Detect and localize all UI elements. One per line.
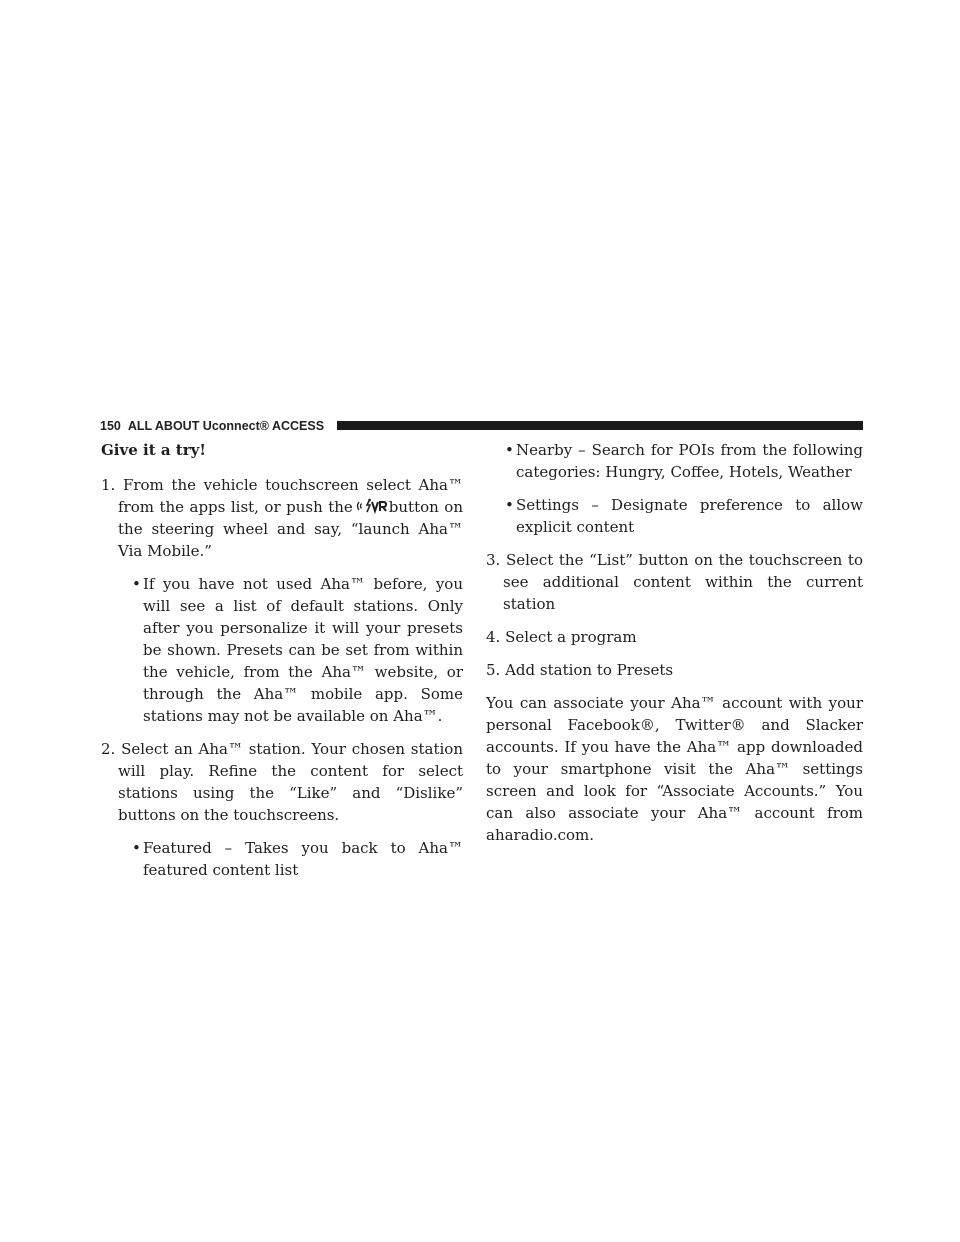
voice-recognition-icon-graphic [355, 498, 387, 514]
step-4 [486, 626, 863, 648]
header-text [100, 418, 324, 434]
bullet-text: If you have not used Aha™ before, you will see a list of default stations. Only after you personalize it will your presets be shown. Presets can be set from within the vehicle, from the Aha™ website, or through the Aha™ mobile app. Some stations may not be available on Aha™. [143, 575, 463, 725]
bullet-dot: • [505, 441, 514, 459]
step-4-text: Select a program [505, 628, 637, 646]
header-rule [337, 421, 863, 430]
step-4-number: 4. [486, 628, 501, 646]
bullet-dot: • [505, 496, 514, 514]
bullet-text: Settings – Designate preference to allow explicit content [516, 496, 863, 536]
bullet-text: Featured – Takes you back to Aha™ featured content list [143, 839, 463, 879]
body-paragraph: You can associate your Aha™ account with your personal Facebook®, Twitter® and Slacker accounts. If you have the Aha™ app downloaded to your smartphone visit the Aha™ settings screen and look for “Associate Accounts.” You can also associate your Aha™ account from aharadio.com. [486, 694, 863, 844]
step-3-text: Select the “List” button on the touchscreen to see additional content within the current station [503, 551, 863, 613]
step-3-number: 3. [486, 551, 501, 569]
bullet-dot: • [132, 839, 141, 857]
step-5-text: Add station to Presets [505, 661, 674, 679]
step-2 [101, 738, 463, 826]
section-title: ALL ABOUT Uconnect® ACCESS [127, 419, 325, 433]
step-5-number: 5. [486, 661, 501, 679]
bullet-text: Nearby – Search for POIs from the following categories: Hungry, Coffee, Hotels, Weather [516, 441, 863, 481]
bullet-dot: • [132, 575, 141, 593]
step-1-text-end: button on the steering wheel and say, “launch Aha™ Via Mobile.” [118, 498, 463, 560]
step-1-text-start: From the vehicle touchscreen select Aha™ from the apps list, or push the [118, 476, 463, 516]
step-2-number: 2. [101, 740, 116, 758]
left-column [101, 439, 463, 892]
step-5 [486, 659, 863, 681]
page-header [100, 419, 863, 433]
step-1-number: 1. [101, 476, 116, 494]
bullet-item [101, 573, 463, 727]
section-heading: Give it a try! [101, 441, 206, 459]
page-number: 150 [100, 419, 121, 433]
step-3 [486, 549, 863, 615]
bullet-item [101, 837, 463, 881]
bullet-item [486, 494, 863, 538]
step-2-text: Select an Aha™ station. Your chosen station will play. Refine the content for select stations using the “Like” and “Dislike” buttons on the touchscreens. [118, 740, 463, 824]
right-column [486, 439, 863, 846]
voice-recognition-icon [355, 498, 387, 514]
step-1 [101, 474, 463, 562]
bullet-item [486, 439, 863, 483]
